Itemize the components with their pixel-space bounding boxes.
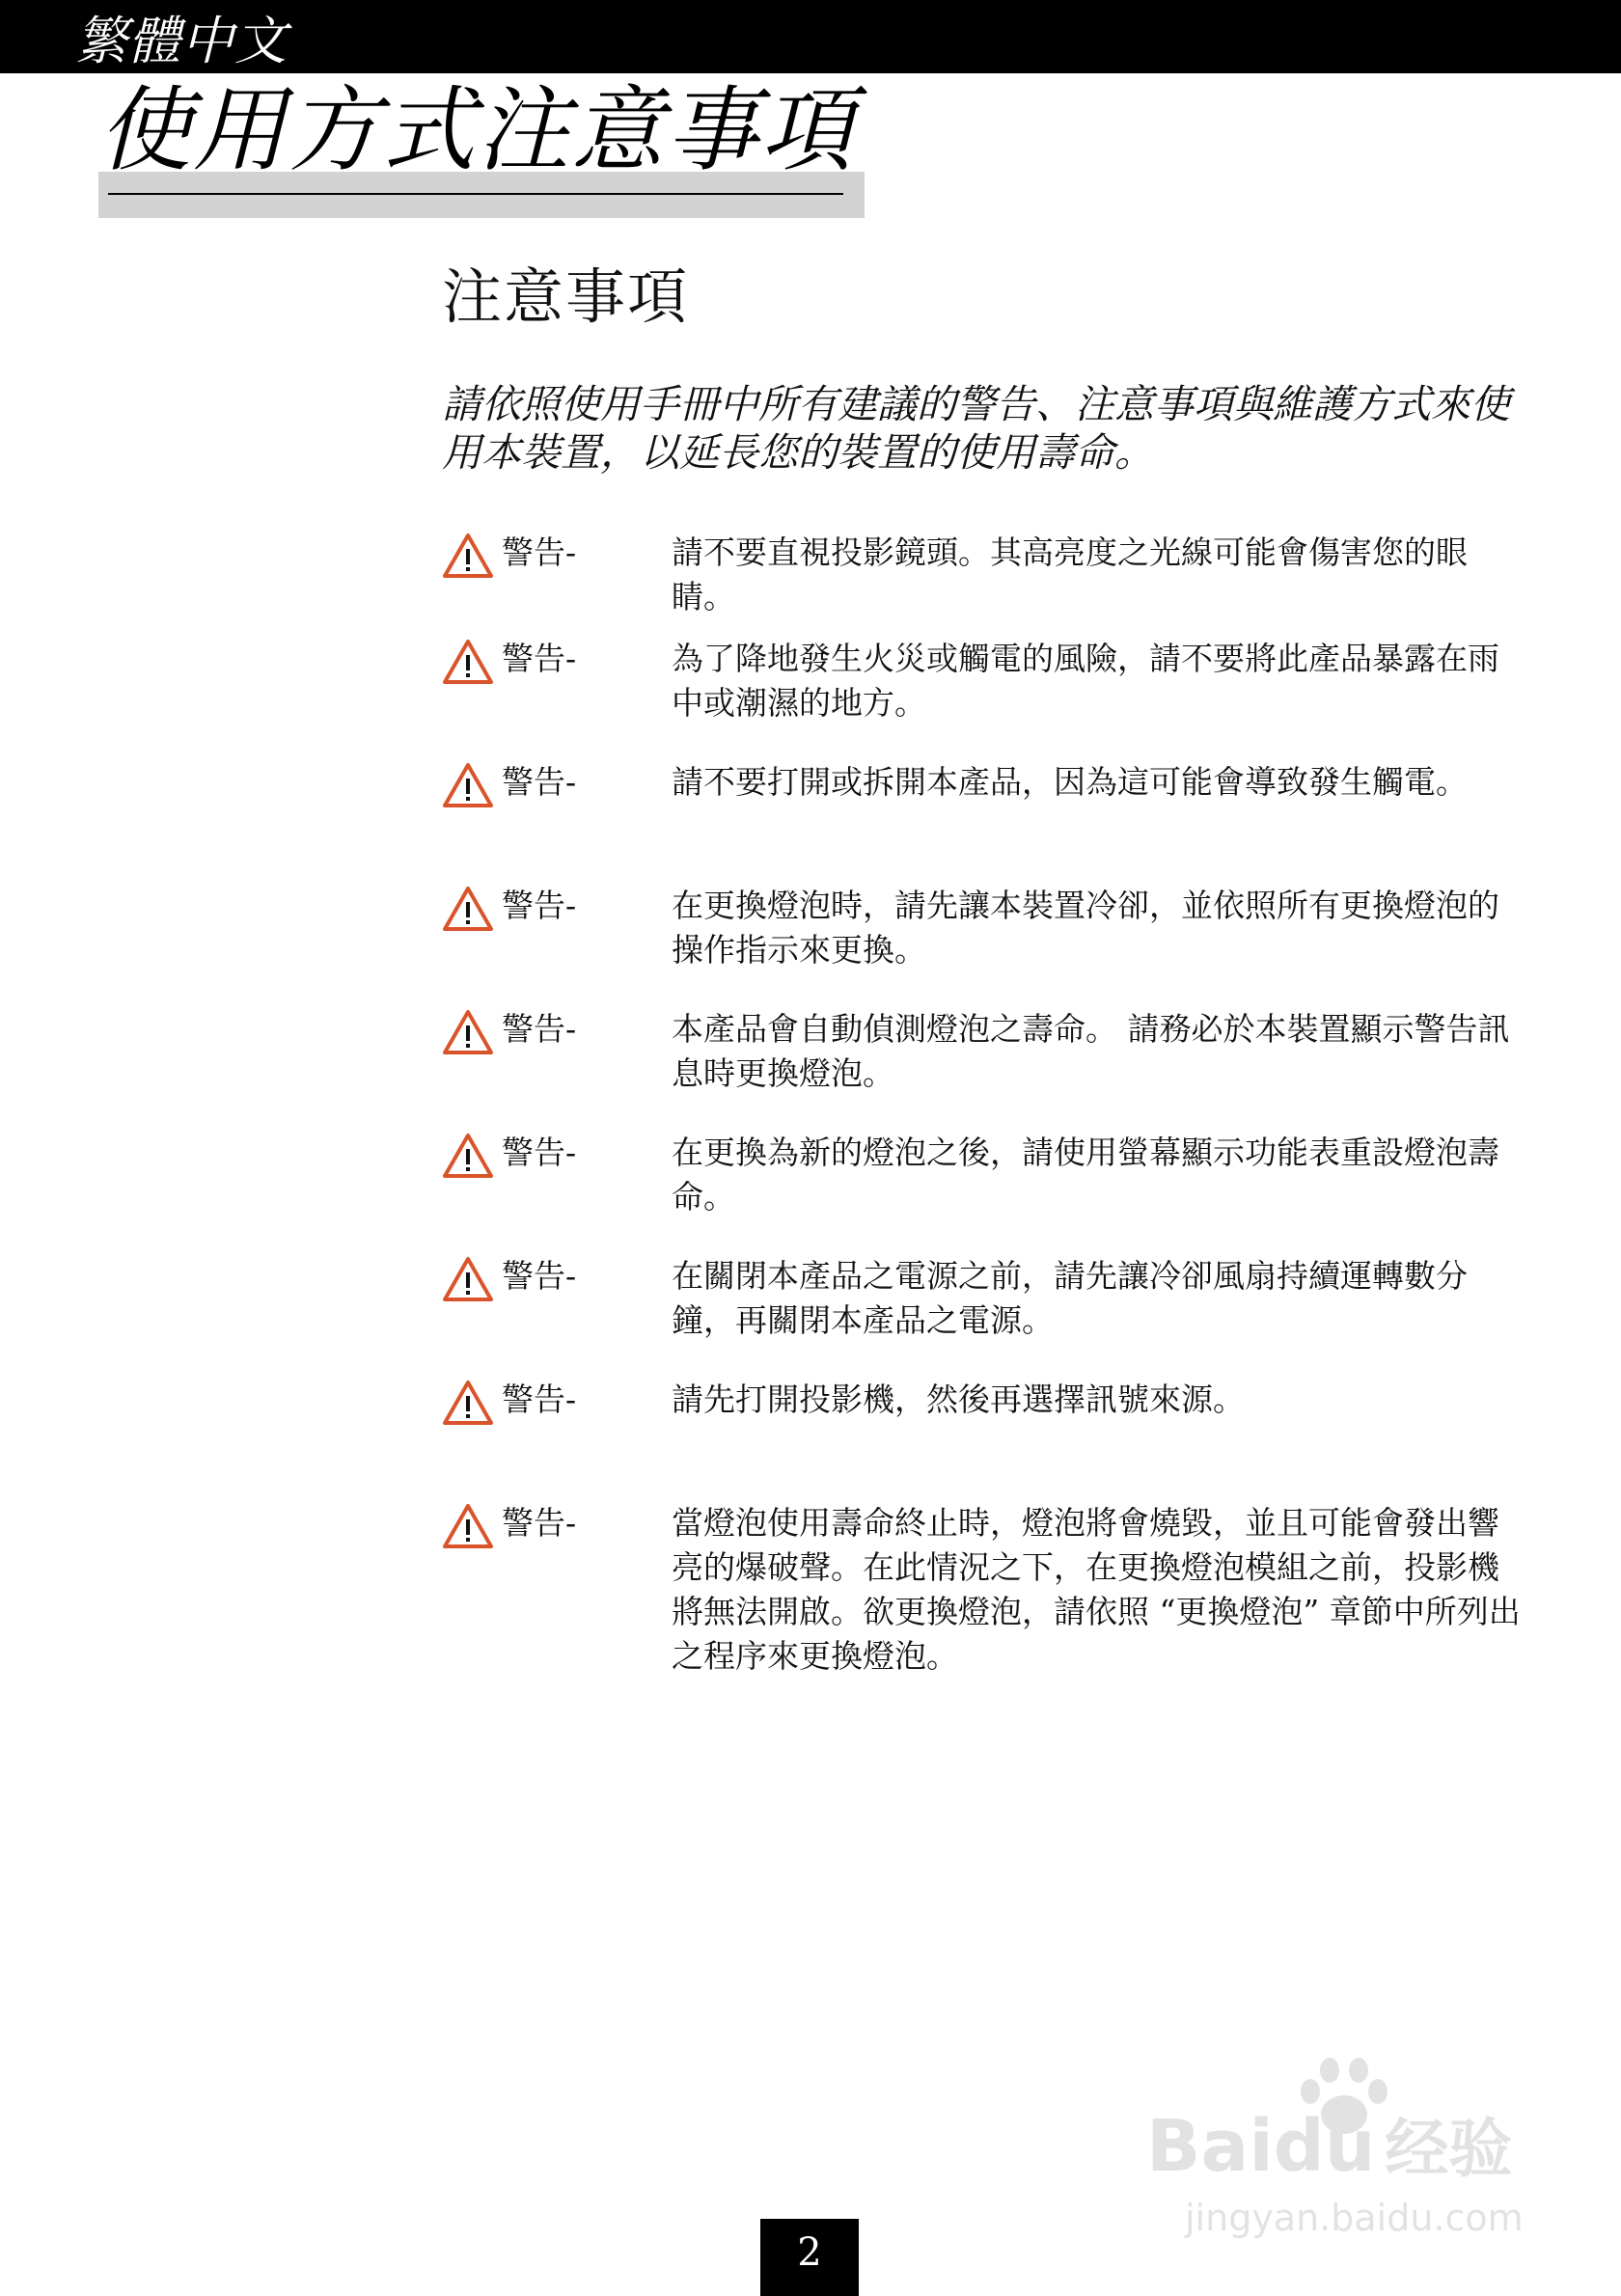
warning-triangle-icon xyxy=(442,1133,494,1179)
warning-label: 警告- xyxy=(502,1010,577,1048)
warning-label: 警告- xyxy=(502,1380,577,1418)
warning-label: 警告- xyxy=(502,640,577,677)
language-header-bar xyxy=(0,0,1621,73)
warning-text: 為了降地發生火災或觸電的風險，請不要將此產品暴露在雨中或潮濕的地方。 xyxy=(672,640,1499,722)
page-number: 2 xyxy=(797,2230,822,2275)
watermark-brand-du: du xyxy=(1273,2105,1376,2188)
warning-label: 警告- xyxy=(502,1257,577,1295)
warning-text: 在更換燈泡時，請先讓本裝置冷卻，並依照所有更換燈泡的操作指示來更換。 xyxy=(672,887,1499,969)
warning-triangle-icon xyxy=(442,1009,494,1055)
warning-triangle-icon xyxy=(442,639,494,685)
heading-underline-rule xyxy=(108,193,843,195)
warning-label: 警告- xyxy=(502,533,577,571)
warning-label: 警告- xyxy=(502,1134,577,1171)
warning-triangle-icon xyxy=(442,1380,494,1426)
section-title: 注意事項 xyxy=(442,261,690,332)
warning-label: 警告- xyxy=(502,887,577,924)
warning-triangle-icon xyxy=(442,1503,494,1549)
warning-triangle-icon xyxy=(442,1256,494,1302)
warning-text: 在關閉本產品之電源之前，請先讓冷卻風扇持續運轉數分鐘，再關閉本產品之電源。 xyxy=(672,1257,1468,1339)
watermark-domain: jingyan.baidu.com xyxy=(1185,2197,1524,2239)
warning-label: 警告- xyxy=(502,763,577,801)
warning-triangle-icon xyxy=(442,533,494,579)
page-number-box xyxy=(760,2219,859,2296)
language-label: 繁體中文 xyxy=(75,11,288,71)
page-title: 使用方式注意事項 xyxy=(98,76,855,184)
warning-text: 請先打開投影機，然後再選擇訊號來源。 xyxy=(672,1380,1245,1418)
warning-text: 當燈泡使用壽命終止時，燈泡將會燒毀，並且可能會發出響亮的爆破聲。在此情況之下，在更換燈泡模組之前，投影機將無法開啟。欲更換燈泡，請依照 “更換燈泡” 章節中所列出之程序來更換燈泡。 xyxy=(672,1504,1521,1675)
warning-text: 請不要打開或拆開本產品，因為這可能會導致發生觸電。 xyxy=(672,763,1468,801)
watermark-brand-bai: Bai xyxy=(1146,2105,1274,2188)
warning-triangle-icon xyxy=(442,762,494,808)
warning-text: 請不要直視投影鏡頭。其高亮度之光線可能會傷害您的眼睛。 xyxy=(672,533,1468,615)
warning-label: 警告- xyxy=(502,1504,577,1542)
section-intro: 請依照使用手冊中所有建議的警告、注意事項與維護方式來使用本裝置，以延長您的裝置的使用壽命。 xyxy=(442,381,1510,476)
baidu-jingyan-watermark xyxy=(1146,2055,1532,2248)
watermark-brand-cn: 经验 xyxy=(1385,2112,1513,2186)
warning-text: 本產品會自動偵測燈泡之壽命。 請務必於本裝置顯示警告訊息時更換燈泡。 xyxy=(672,1010,1510,1092)
watermark-brand xyxy=(1146,2103,1512,2193)
warning-triangle-icon xyxy=(442,886,494,932)
warning-text: 在更換為新的燈泡之後，請使用螢幕顯示功能表重設燈泡壽命。 xyxy=(672,1134,1499,1216)
